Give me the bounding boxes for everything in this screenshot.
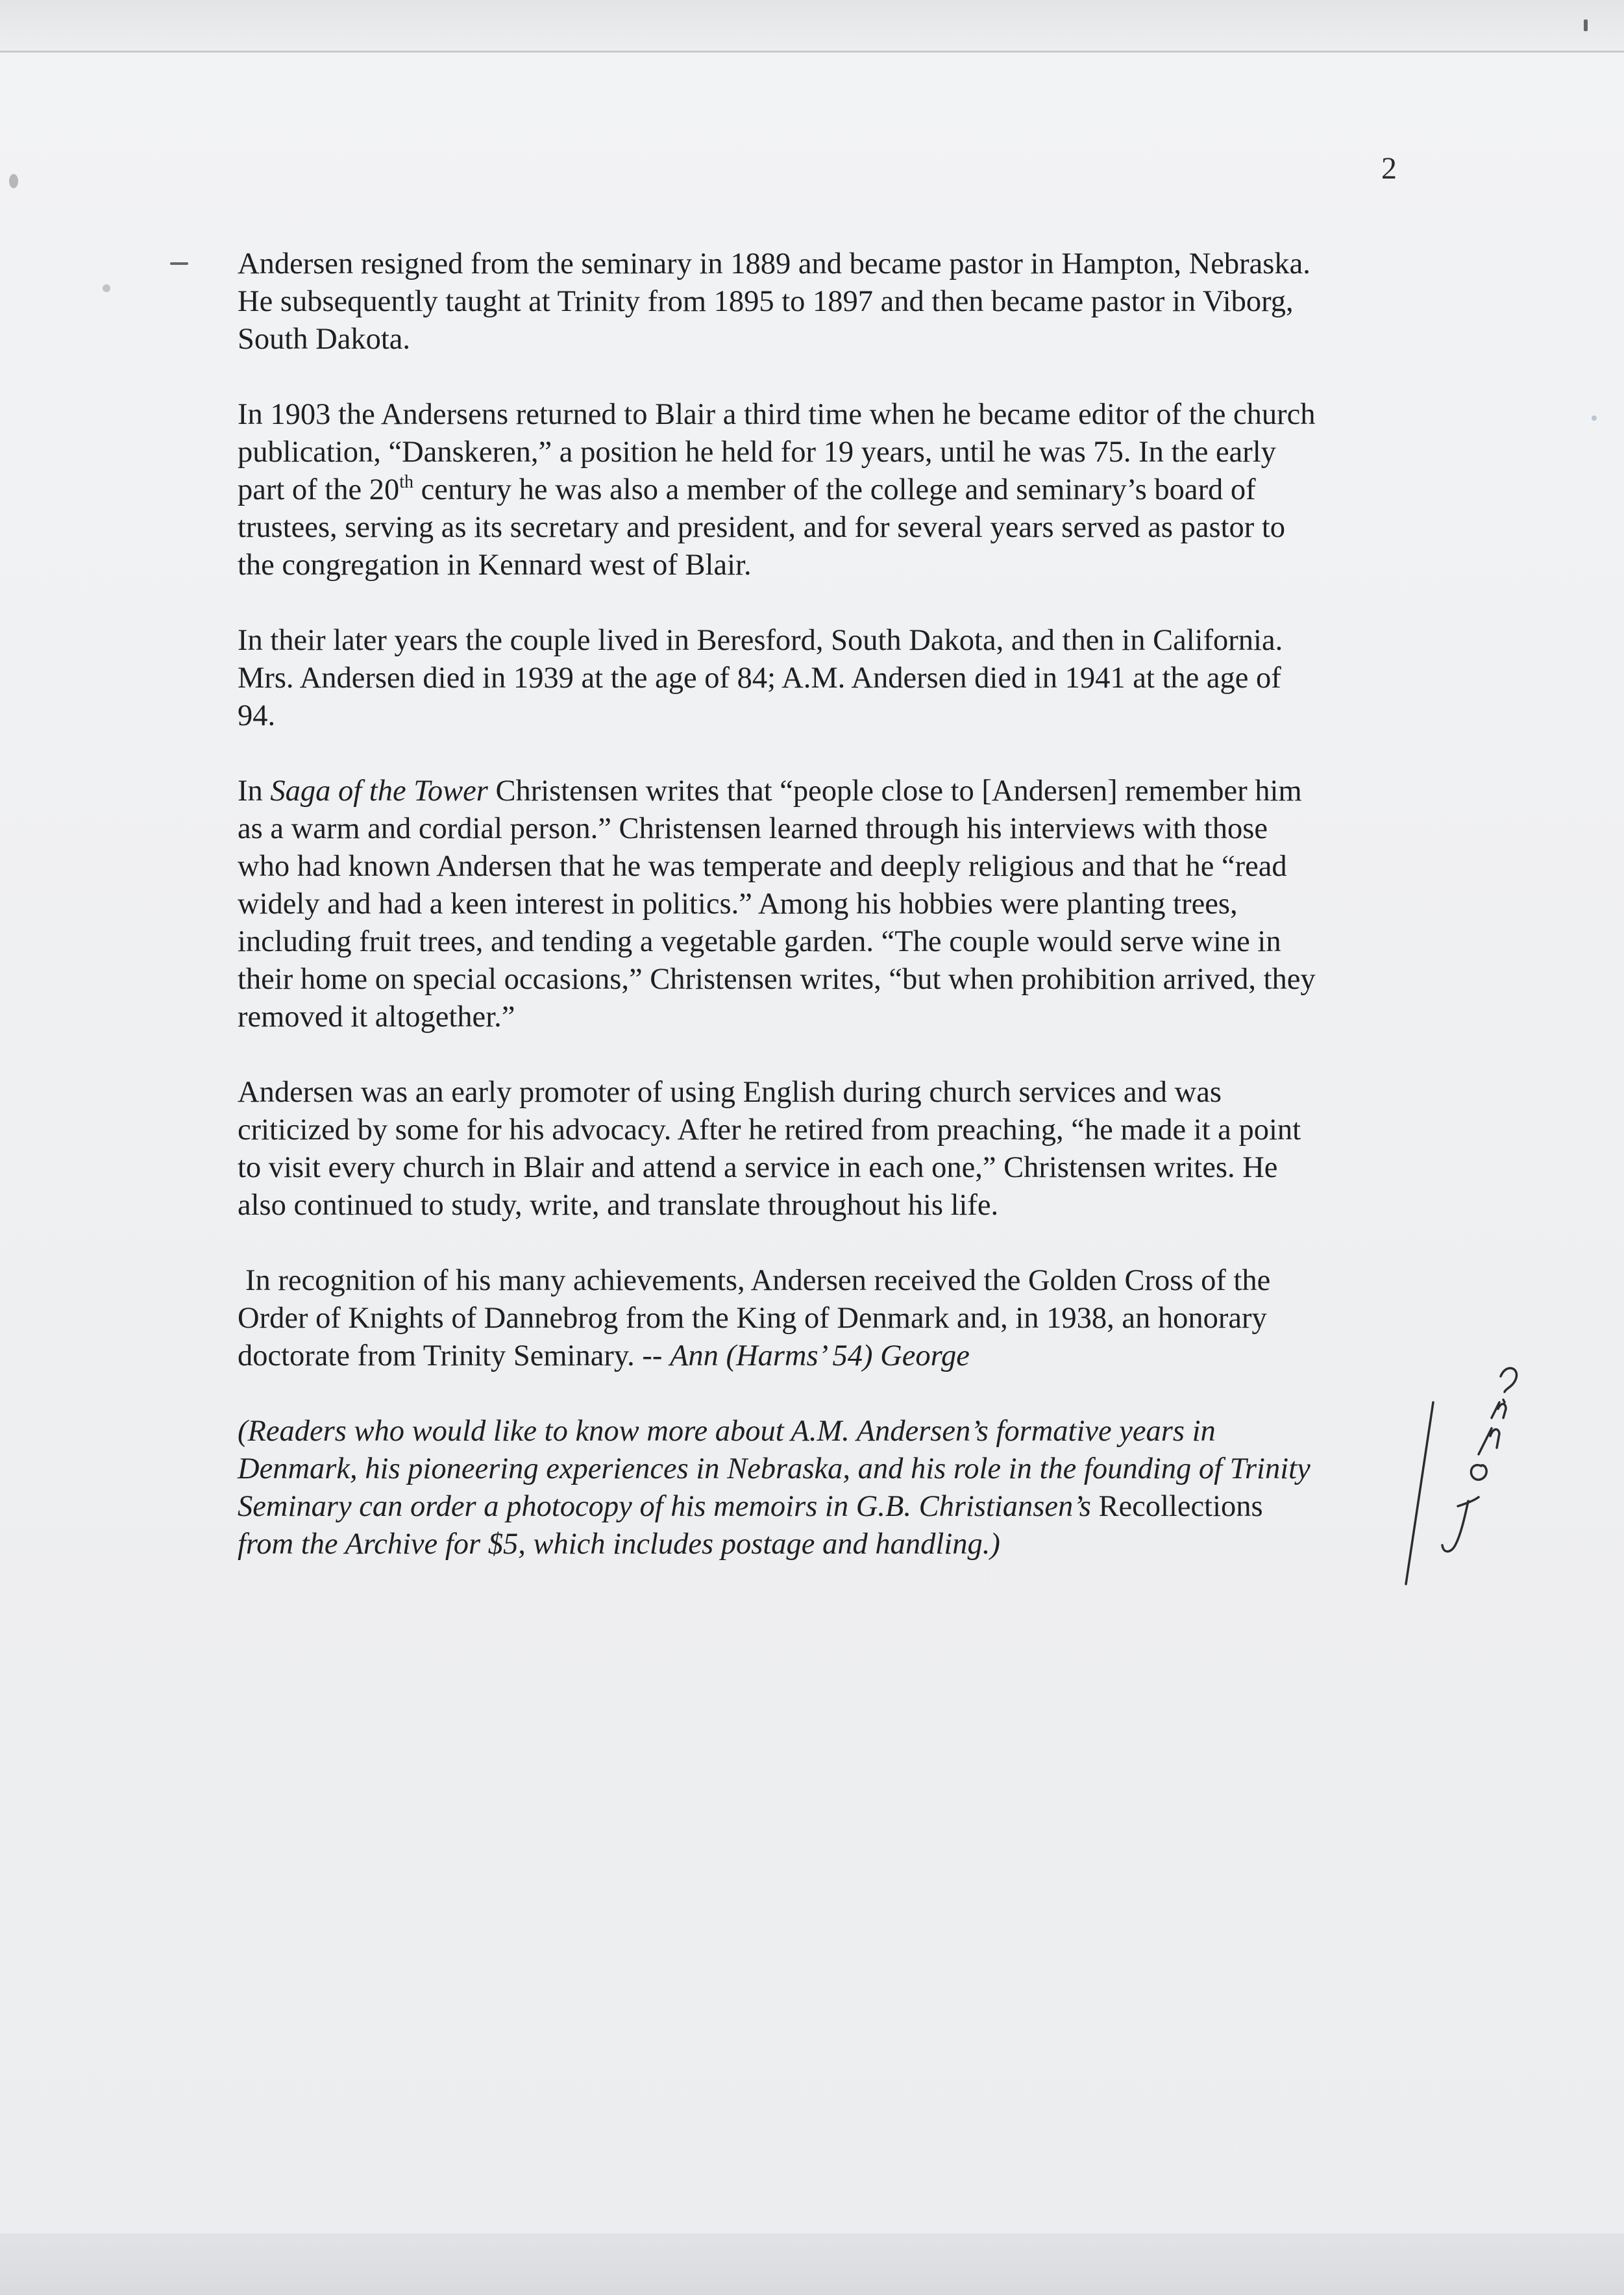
handwritten-stroke (1492, 1402, 1506, 1418)
text-line: also continued to study, write, and translate throughout his life. (238, 1189, 999, 1222)
text-line: In their later years the couple lived in Beresford, South Dakota, and then in California. (238, 624, 1283, 657)
text-line: publication, “Danskeren,” a position he held for 19 years, until he was 75. In the early (238, 436, 1276, 469)
handwritten-stroke (1501, 1368, 1517, 1392)
text-line (238, 1488, 1419, 1526)
text-line: (Readers who would like to know more about A.M. Andersen’s formative years in (238, 1415, 1216, 1448)
text-line: as a warm and cordial person.” Christensen learned through his interviews with those (238, 812, 1268, 845)
handwritten-stroke (1503, 1400, 1505, 1402)
text-line: Andersen was an early promoter of using English during church services and was (238, 1076, 1222, 1109)
text-run: Seminary can order a photocopy of his memoirs in G.B. Christiansen’s (238, 1490, 1099, 1523)
text-line: to visit every church in Blair and attend a service in each one,” Christensen writes. He (238, 1151, 1278, 1184)
text-line: Mrs. Andersen died in 1939 at the age of 84; A.M. Andersen died in 1941 at the age of (238, 662, 1281, 695)
text-line: Denmark, his pioneering experiences in Nebraska, and his role in the founding of Trinity (238, 1452, 1310, 1485)
book-title: Recollections (1098, 1490, 1263, 1523)
text-line: the congregation in Kennard west of Blair. (238, 549, 752, 582)
paragraph-1 (238, 245, 1419, 358)
scan-speck (103, 284, 110, 292)
text-line: removed it altogether.” (238, 1000, 515, 1034)
handwritten-stroke (1442, 1501, 1468, 1552)
text-run: part of the 20 (238, 473, 400, 506)
scan-speck (1584, 19, 1588, 31)
page-number: 2 (1381, 151, 1397, 186)
text-line: Andersen resigned from the seminary in 1889 and became pastor in Hampton, Nebraska. (238, 247, 1310, 280)
text-line: trustees, serving as its secretary and president, and for several years served as pastor to (238, 511, 1286, 544)
book-title: Saga of the Tower (270, 775, 488, 808)
text-line (238, 773, 1419, 810)
text-run: Christensen writes that “people close to [Andersen] remember him (487, 775, 1302, 808)
paragraph-3 (238, 622, 1419, 735)
text-run: doctorate from Trinity Seminary. -- (238, 1339, 670, 1372)
scan-speck (170, 262, 188, 265)
article-body (238, 245, 1419, 1601)
scan-speck (9, 174, 18, 188)
text-run: In (238, 775, 271, 808)
text-line: including fruit trees, and tending a vegetable garden. “The couple would serve wine in (238, 925, 1281, 958)
text-line: He subsequently taught at Trinity from 1895 to 1897 and then became pastor in Viborg, (238, 285, 1294, 318)
text-line (238, 1337, 1419, 1375)
scan-speck (1592, 416, 1597, 421)
text-run: century he was also a member of the college and seminary’s board of (413, 473, 1256, 506)
text-line: Order of Knights of Dannebrog from the King of Denmark and, in 1938, an honorary (238, 1302, 1267, 1335)
text-line: In recognition of his many achievements, Andersen received the Golden Cross of the (245, 1264, 1271, 1297)
handwritten-stroke (1479, 1428, 1499, 1454)
text-line: widely and had a keen interest in politics.” Among his hobbies were planting trees, (238, 887, 1238, 921)
text-line: criticized by some for his advocacy. After he retired from preaching, “he made it a point (238, 1113, 1301, 1147)
text-line: their home on special occasions,” Christensen writes, “but when prohibition arrived, they (238, 963, 1316, 996)
paragraph-6 (238, 1262, 1419, 1375)
paragraph-7-readers-note (238, 1413, 1419, 1563)
paragraph-2 (238, 396, 1419, 584)
scan-bottom-edge (0, 2233, 1624, 2295)
superscript-th: th (399, 472, 413, 492)
text-line: South Dakota. (238, 323, 411, 356)
handwritten-note-john (1396, 1350, 1532, 1597)
paragraph-4 (238, 773, 1419, 1036)
handwritten-stroke (1471, 1465, 1486, 1480)
author-byline: Ann (Harms’ 54) George (669, 1339, 970, 1372)
handwritten-stroke (1406, 1402, 1433, 1584)
text-line: 94. (238, 699, 276, 732)
text-line: In 1903 the Andersens returned to Blair a third time when he became editor of the church (238, 398, 1316, 431)
text-line (238, 471, 1419, 509)
text-line: who had known Andersen that he was temperate and deeply religious and that he “read (238, 850, 1287, 883)
paragraph-5 (238, 1074, 1419, 1224)
scan-top-edge (0, 0, 1624, 53)
text-line: from the Archive for $5, which includes postage and handling.) (238, 1528, 1000, 1561)
